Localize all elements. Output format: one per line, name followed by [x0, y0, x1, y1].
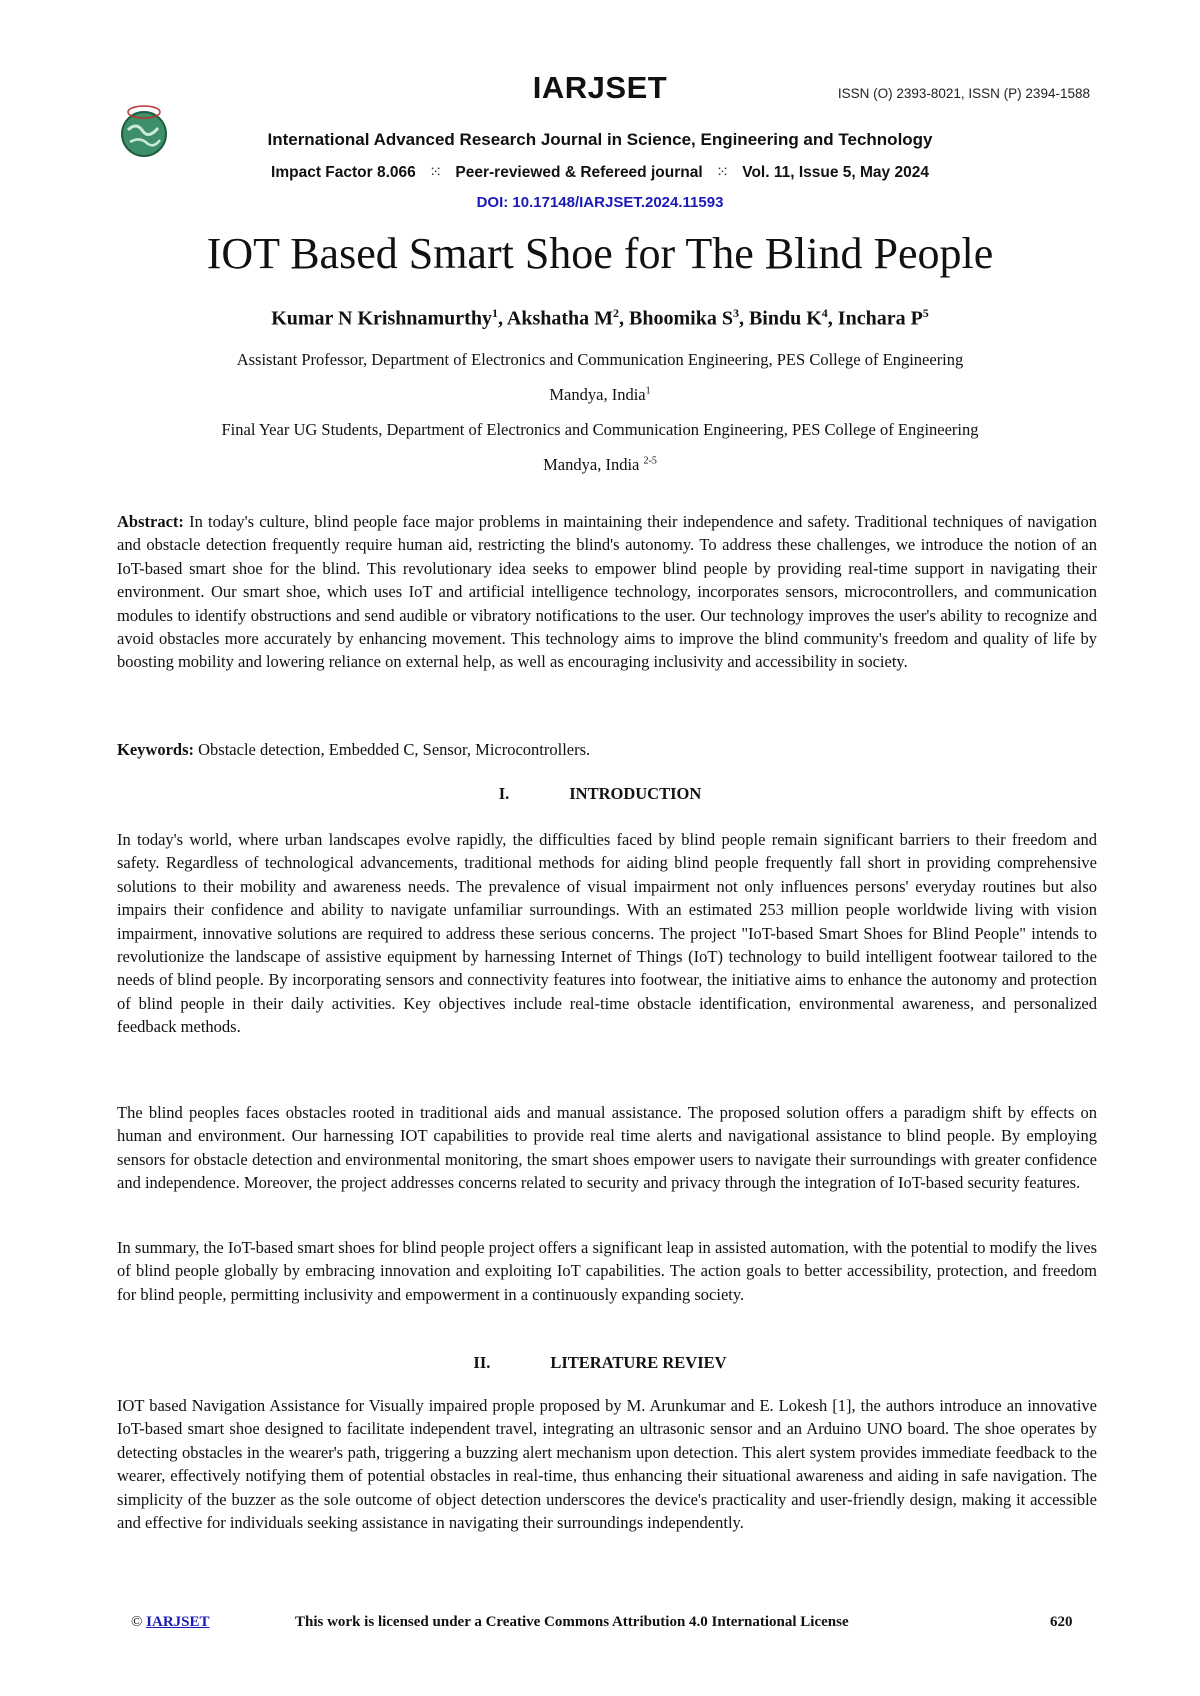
paper-title: IOT Based Smart Shoe for The Blind People: [206, 229, 994, 278]
doi: DOI: 10.17148/IARJSET.2024.11593: [476, 194, 724, 211]
peer-review-label: Peer-reviewed & Refereed journal: [455, 164, 703, 181]
section-heading-literature-review: [0, 1353, 1200, 1373]
section-number: II.: [473, 1353, 491, 1372]
section-heading-introduction: [0, 784, 1200, 804]
author-sup: 3: [732, 306, 739, 320]
paragraph: In today's world, where urban landscapes evolve rapidly, the difficulties faced by blind people remain significant barriers to their freedom and safety. Regardless of technological advancements, traditional methods for aiding blind people frequently fall short in providing comprehensive solutions to their mobility and awareness needs. The prevalence of visual impairment not only influences persons' everyday routines but also impairs their confidence and ability to navigate unfamiliar surroundings. With an estimated 253 million people worldwide living with vision impairment, innovative solutions are required to address these serious concerns. The project "IoT-based Smart Shoes for Blind People" intends to revolutionize the landscape of assistive equipment by harnessing Internet of Things (IoT) technology to build intelligent footwear tailored to the needs of blind people. By incorporating sensors and connectivity features into footwear, the initiative aims to enhance the autonomy and protection of blind people in their daily activities. Key objectives include real-time obstacle identification, environmental awareness, and personalized feedback methods.: [117, 830, 1097, 1037]
author-name: Bindu K: [748, 307, 822, 330]
keywords: [117, 738, 1097, 761]
author-sup: 5: [922, 306, 929, 320]
page-number: 620: [1050, 1614, 1073, 1630]
journal-meta-line: [0, 163, 1200, 182]
journal-name: International Advanced Research Journal in Science, Engineering and Technology: [267, 130, 933, 149]
copyright: [131, 1614, 210, 1631]
author-sup: 4: [821, 306, 828, 320]
separator-icon: ⁙: [715, 164, 729, 181]
author-sup: 2: [613, 306, 620, 320]
section-number: I.: [498, 784, 510, 803]
affiliation-line: Final Year UG Students, Department of Electronics and Communication Engineering, PES College of Engineering: [221, 420, 979, 439]
author-sup: 1: [491, 306, 498, 320]
section-title: INTRODUCTION: [569, 784, 702, 803]
journal-acronym: IARJSET: [532, 70, 668, 105]
abstract-label: Abstract:: [117, 512, 184, 531]
impact-factor: Impact Factor 8.066: [271, 164, 416, 181]
author-name: Bhoomika S: [629, 307, 733, 330]
abstract-text: In today's culture, blind people face major problems in maintaining their independence and safety. Traditional techniques of navigation and obstacle detection frequently require human aid, restricting the blind's autonomy. To address these challenges, we introduce the notion of an IoT-based smart shoe for the blind. This revolutionary idea seeks to empower blind people by providing real-time support in navigating their environment. Our smart shoe, which uses IoT and artificial intelligence technology, incorporates sensors, microcontrollers, and communication modules to identify obstructions and send audible or vibratory notifications to the user. Our technology improves the user's ability to recognize and avoid obstacles more accurately by enhancing movement. This technology aims to improve the blind community's freedom and quality of life by boosting mobility and lowering reliance on external help, as well as encouraging inclusivity and accessibility in society.: [117, 512, 1098, 672]
page-footer: [0, 1614, 1200, 1638]
affiliation-line: Assistant Professor, Department of Electronics and Communication Engineering, PES College of Engineering: [236, 350, 964, 369]
affiliation-place: Mandya, India: [549, 385, 646, 404]
affiliation-location: [0, 385, 1200, 405]
volume-issue: Vol. 11, Issue 5, May 2024: [742, 164, 929, 181]
license-notice: This work is licensed under a Creative Commons Attribution 4.0 International License: [295, 1614, 849, 1630]
issn: ISSN (O) 2393-8021, ISSN (P) 2394-1588: [837, 86, 1090, 101]
affiliation-sup: 2-5: [643, 455, 657, 467]
affiliation-place: Mandya, India: [543, 455, 640, 474]
paragraph: The blind peoples faces obstacles rooted in traditional aids and manual assistance. The proposed solution offers a paradigm shift by effects on human and environment. Our harnessing IOT capabilities to provide real time alerts and navigational assistance to blind people. By employing sensors for obstacle detection and environmental monitoring, the smart shoes empower users to navigate their surroundings with greater confidence and independence. Moreover, the project addresses concerns related to security and privacy through the integration of IoT-based security features.: [117, 1103, 1097, 1193]
section-title: LITERATURE REVIEV: [550, 1353, 727, 1372]
keywords-text: Obstacle detection, Embedded C, Sensor, Microcontrollers.: [198, 740, 591, 759]
affiliation-location: [0, 455, 1200, 475]
copyright-icon: ©: [131, 1614, 143, 1630]
author-name: Inchara P: [837, 307, 923, 330]
affiliation-sup: 1: [645, 385, 651, 397]
separator-icon: ⁙: [429, 164, 443, 181]
paragraph: IOT based Navigation Assistance for Visually impaired prople proposed by M. Arunkumar and E. Lokesh [1], the authors introduce an innovative IoT-based smart shoe designed to facilitate independent travel, integrating an ultrasonic sensor and an Arduino UNO board. The shoe operates by detecting obstacles in the wearer's path, triggering a buzzing alert mechanism upon detection. This alert system provides immediate feedback to the wearer, effectively notifying them of potential obstacles in real-time, thus enhancing their situational awareness and aiding in safe navigation. The simplicity of the buzzer as the sole outcome of object detection underscores the device's practicality and user-friendly design, making it accessible and effective for individuals seeking assistance in navigating their surroundings independently.: [117, 1396, 1097, 1533]
author-name: Akshatha M: [506, 307, 614, 330]
keywords-label: Keywords:: [117, 740, 194, 759]
author-name: Kumar N Krishnamurthy: [271, 307, 492, 330]
abstract: [117, 510, 1097, 674]
author-list: Kumar N Krishnamurthy$^1$, Akshatha $M^2$, Bhoomika $S^3$, Bindu $K^4$, Inchara $P^5$: [271, 306, 929, 330]
paragraph: In summary, the IoT-based smart shoes for blind people project offers a significant leap in assisted automation, with the potential to modify the lives of blind people globally by embracing innovation and exploiting IoT capabilities. The action goals to better accessibility, protection, and freedom for blind people, permitting inclusivity and empowerment in a continuously expanding society.: [117, 1238, 1097, 1304]
journal-link[interactable]: IARJSET: [146, 1614, 210, 1630]
